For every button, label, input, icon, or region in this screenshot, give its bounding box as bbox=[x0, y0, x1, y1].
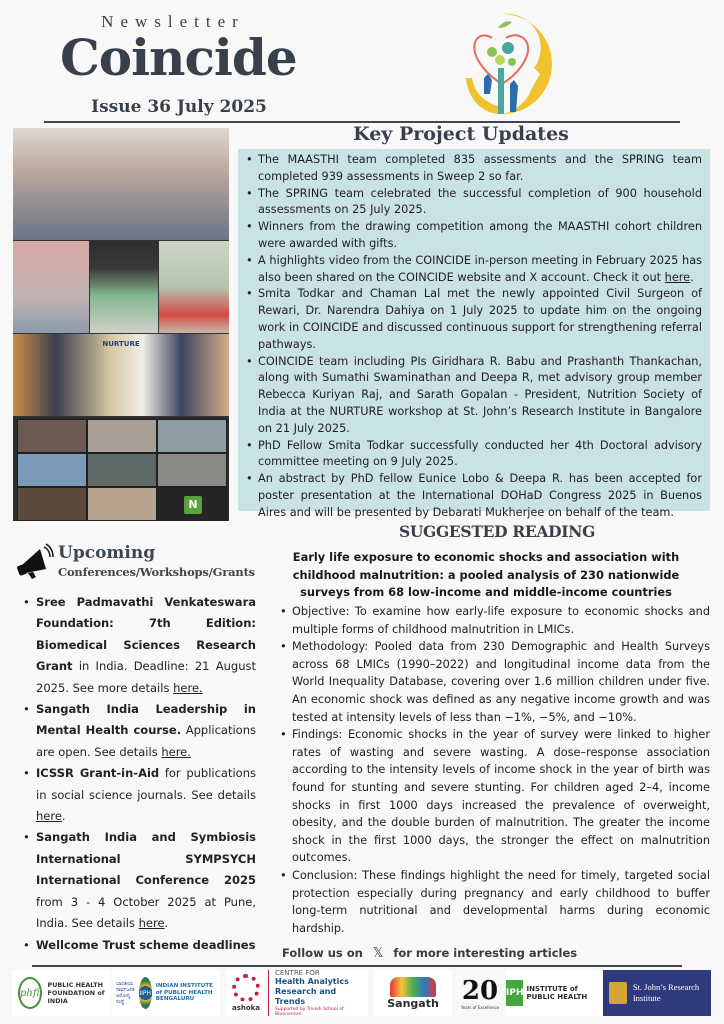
charts-logo: CENTRE FOR Health Analytics Research and Trends Supported by Trivedi School of Biosciences bbox=[268, 970, 368, 1016]
sjri-mark-icon bbox=[609, 982, 627, 1004]
video-tile bbox=[157, 419, 227, 453]
list-item: • PhD Fellow Smita Todkar successfully conducted her 4th Doctoral advisory committee meeting on 9 July 2025. bbox=[258, 438, 702, 472]
team-group-photo bbox=[13, 128, 229, 240]
newsletter-label: Newsletter bbox=[101, 12, 245, 31]
issue-label: Issue 36 July 2025 bbox=[91, 97, 267, 117]
nurture-workshop-photo bbox=[13, 334, 229, 416]
sangath-mark-icon bbox=[390, 977, 436, 997]
upcoming-heading: Upcoming bbox=[58, 543, 156, 563]
photo-collage bbox=[13, 128, 229, 521]
list-item: • ICSSR Grant-in-Aid for publications in social science journals. See details here. bbox=[36, 763, 256, 827]
video-tile bbox=[87, 453, 157, 487]
video-tile bbox=[17, 487, 87, 521]
list-item: • A highlights video from the COINCIDE in-person meeting in February 2025 has also been shared on the COINCIDE website and X account. Check it out here. bbox=[258, 253, 702, 287]
list-item: • Sree Padmavathi Venkateswara Foundation: 7th Edition: Biomedical Sciences Research Grant in India. Deadline: 21 August 2025. See more details here. bbox=[36, 592, 256, 699]
video-tile bbox=[87, 419, 157, 453]
sjri-logo: St. John’s Research Institute bbox=[603, 970, 711, 1016]
ashoka-mark-icon bbox=[232, 974, 260, 1002]
list-item: • The SPRING team celebrated the successful completion of 900 household assessments on 25 July 2025. bbox=[258, 186, 702, 220]
highlights-video-link[interactable]: here bbox=[664, 270, 691, 284]
video-tile bbox=[17, 419, 87, 453]
paper-summary-list bbox=[292, 603, 710, 937]
list-item: • Sangath India and Symbiosis International SYMPSYCH International Conference 2025 from 3 - 4 October 2025 at Pune, India. See details here. bbox=[36, 827, 256, 934]
list-item: • Findings: Economic shocks in the year of survey were linked to higher rates of wasting and severe wasting. A dose–response association according to the intensity levels of income shock in the year of birth was found for stunting and severe stunting. For children aged 2–4, income shocks in first 1000 days increased the prevalence of overweight, obesity, and the double burden of malnutrition. The greater the income shock in the first 1000 days, the stronger the effect on malnutrition outcomes. bbox=[292, 726, 710, 867]
list-item: • Methodology: Pooled data from 230 Demographic and Health Surveys across 68 LMICs (1990–2022) and longitudinal income data from the World Inequality Database, covering over 1.6 million children under five. An economic shock was defined as any negative income growth and was tested at intensity levels of less than −1%, −5%, and −10%. bbox=[292, 638, 710, 726]
course-details-link[interactable]: here. bbox=[161, 744, 191, 759]
list-item: • Smita Todkar and Chaman Lal met the newly appointed Civil Surgeon of Rewari, Dr. Narendra Dahiya on 1 July 2025 to update him on the ongoing work in COINCIDE and discussed continuous support for strengthening referral pathways. bbox=[258, 286, 702, 353]
grant-details-link[interactable]: here. bbox=[173, 680, 203, 695]
list-item: • An abstract by PhD fellow Eunice Lobo & Deepa R. has been accepted for poster presentation at the International DOHaD Congress 2025 in Buenos Aires and will be presented by Debarati Mukherjee on behalf of the team. bbox=[258, 471, 702, 521]
upcoming-list bbox=[36, 592, 256, 956]
coincide-logo-icon bbox=[462, 8, 558, 120]
follow-us-line: Follow us on 𝕏 for more interesting articles bbox=[282, 946, 578, 961]
newsletter-title: Coincide bbox=[60, 28, 297, 87]
footer-divider bbox=[32, 965, 682, 967]
sangath-logo: Sangath bbox=[374, 970, 452, 1016]
video-tile bbox=[17, 453, 87, 487]
x-logo-icon[interactable]: 𝕏 bbox=[372, 946, 384, 961]
key-updates-heading: Key Project Updates bbox=[353, 123, 569, 145]
iph-mark-icon: IPH bbox=[506, 980, 523, 1006]
iiph-mark-icon: IIPH bbox=[139, 977, 152, 1009]
iiph-logo: ಭಾರತೀಯ ಸಾರ್ವಜನಿಕ ಆರೋಗ್ಯ ಸಂಸ್ಥೆ IIPH INDIAN INSTITUTE of PUBLIC HEALTH BENGALURU bbox=[112, 970, 220, 1016]
list-item: • COINCIDE team including PIs Giridhara R. Babu and Prashanth Thankachan, along with Sumathi Swaminathan and Deepa R, met advisory group member Rebecca Kuriyan Raj, and Sarath Gopalan - President, Nutrition Society of India at the NURTURE workshop at St. John’s Research Institute in Bangalore on 21 July 2025. bbox=[258, 354, 702, 438]
key-updates-box bbox=[238, 149, 710, 519]
nurture-banner-text: NURTURE bbox=[102, 340, 140, 348]
iph-logo: IPH INSTITUTE of PUBLIC HEALTH bbox=[506, 970, 602, 1016]
list-item: • Winners from the drawing competition among the MAASTHI cohort children were awarded with gifts. bbox=[258, 219, 702, 253]
ashoka-logo: ashoka bbox=[226, 970, 266, 1016]
phfi-mark-icon: phfi bbox=[18, 977, 42, 1009]
list-item: • Conclusion: These findings highlight the need for timely, targeted social protection especially during pregnancy and early childhood to buffer long-term nutritional and developmental harms during economic hardship. bbox=[292, 867, 710, 937]
video-tile bbox=[157, 453, 227, 487]
virtual-meeting-screenshot bbox=[13, 417, 229, 521]
list-item bbox=[36, 935, 256, 956]
key-updates-list bbox=[258, 152, 702, 522]
drawing-winner-photo bbox=[90, 241, 158, 333]
list-item: • Sangath India Leadership in Mental Health course. Applications are open. See details here. bbox=[36, 699, 256, 763]
phfi-logo: phfi PUBLIC HEALTH FOUNDATION of INDIA bbox=[12, 970, 110, 1016]
conference-details-link[interactable]: here bbox=[138, 916, 165, 931]
drawing-winner-photo bbox=[13, 241, 89, 333]
list-item: • The MAASTHI team completed 835 assessments and the SPRING team completed 939 assessments in Sweep 2 so far. bbox=[258, 152, 702, 186]
paper-title: Early life exposure to economic shocks and association with childhood malnutrition: a pooled analysis of 230 nationwide surveys from 68 low-income and middle-income countries bbox=[292, 550, 680, 599]
drawing-winner-photo bbox=[159, 241, 229, 333]
upcoming-subheading: Conferences/Workshops/Grants bbox=[58, 565, 255, 579]
megaphone-icon bbox=[16, 543, 54, 581]
suggested-reading-heading: SUGGESTED READING bbox=[398, 522, 596, 541]
video-tile bbox=[157, 487, 227, 521]
participant-initial-avatar: N bbox=[184, 496, 202, 514]
wellcome-trust-link[interactable]: Wellcome Trust scheme deadlines bbox=[36, 937, 256, 952]
icssr-details-link[interactable]: here bbox=[36, 809, 62, 824]
video-tile bbox=[87, 487, 157, 521]
twenty-years-logo: 20 Years of Excellence bbox=[460, 975, 500, 1010]
list-item: • Objective: To examine how early-life exposure to economic shocks and multiple forms of childhood malnutrition in LMICs. bbox=[292, 603, 710, 638]
